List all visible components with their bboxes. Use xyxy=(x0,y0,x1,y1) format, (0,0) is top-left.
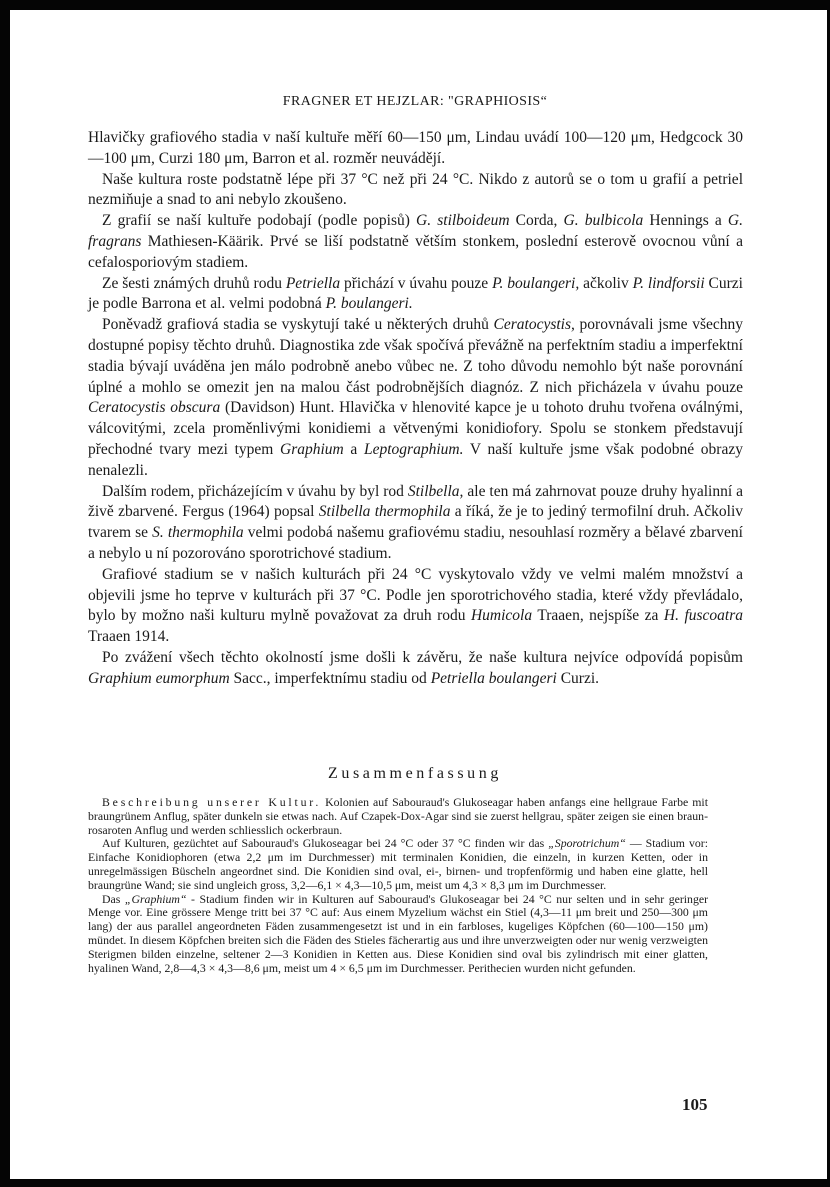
taxon-name: H. fuscoatra xyxy=(663,607,744,625)
taxon-name: Stilbella, xyxy=(407,482,464,500)
paragraph: Poněvadž grafiová stadia se vyskytují také u některých druhů Ceratocystis, porovnávali jsme všechny dostupné popisy těchto druhů. Diagnostika zde však spočívá převážně na perfektním stadiu a imperfektní stadia bývají uváděna jen málo podrobně anebo vůbec ne. Z toho důvodu nemohlo být naše porovnání úplné a mohlo se omezit jen na malou část podrobnějších diagnóz. Z nich přicházela v úvahu pouze Ceratocystis obscura (Davidson) Hunt. Hlavička v hlenovité kapce je u tohoto druhu tvořena oválnými, válcovitými, zcela proměnlivými konidiemi a větvenými konidiofory. Spolu se stonkem představují přechodné tvary mezi typem Graphium a Leptographium. V naší kultuře jsme však podobné obrazy nenalezli. xyxy=(88,316,744,479)
paragraph: Z grafií se naší kultuře podobají (podle popisů) G. stilboideum Corda, G. bulbicola Hennings a G. fragrans Mathiesen-Käärik. Prvé se liší podstatně větším stonkem, poslední esterově ovocnou vůní a cefalosporiovým stadiem. xyxy=(88,212,743,271)
taxon-name: Leptographium. xyxy=(363,440,464,458)
paragraph: Dalším rodem, přicházejícím v úvahu by byl rod Stilbella, ale ten má zahrnovat pouze druhy hyalinní a živě zbarvené. Fergus (1964) popsal Stilbella thermophila a říká, že je to jediný termofilní druh. Ačkoliv tvarem se S. thermophila velmi podobá našemu grafiovému stadiu, nesouhlasí rozměry a bělavé zbarvení a nebylo u ní pozorováno sporotrichové stadium. xyxy=(88,482,744,562)
page-number: 105 xyxy=(682,1095,708,1114)
paragraph: Hlavičky grafiového stadia v naší kultuře měří 60—150 μm, Lindau uvádí 100—120 μm, Hedgcock 30—100 μm, Curzi 180 μm, Barron et al. rozměr neuvádějí. xyxy=(88,129,743,167)
taxon-name: Petriella boulangeri xyxy=(430,669,557,687)
paragraph: Naše kultura roste podstatně lépe při 37 °C než při 24 °C. Nikdo z autorů se o tom u grafií a petriel nezmiňuje a snad to ani nebylo zkoušeno. xyxy=(88,170,743,209)
paragraph: Beschreibung unserer Kultur. Kolonien auf Sabouraud's Glukoseagar haben anfangs eine hellgraue Farbe mit braungrünem Anflug, später dunkeln sie etwas nach. Auf Czapek-Dox-Agar sind sie zuerst hellgrau, später zeigen sie einen braun-rosaroten Anflug und werden schliesslich ockerbraun. xyxy=(88,795,708,837)
taxon-name: G. bulbicola xyxy=(563,212,644,230)
paragraph: Grafiové stadium se v našich kulturách při 24 °C vyskytovalo vždy ve velmi malém množství a objevili jsme ho teprve v kulturách při 37 °C. Podle jen sporotrichového stadia, které vždy převládalo, bylo by možno naši kulturu mylně považovat za druh rodu Humicola Traaen, nejspíše za H. fuscoatra Traaen 1914. xyxy=(88,565,744,646)
taxon-name: Humicola xyxy=(470,607,533,625)
paragraph: Po zvážení všech těchto okolností jsme došli k závěru, že naše kultura nejvíce odpovídá popisům Graphium eumorphum Sacc., imperfektnímu stadiu od Petriella boulangeri Curzi. xyxy=(88,648,743,687)
taxon-name: P. boulangeri, xyxy=(492,274,580,292)
taxon-name: Graphium xyxy=(280,440,344,458)
taxon-name: S. thermophila xyxy=(152,524,244,542)
lead-in: Beschreibung unserer Kultur. xyxy=(102,795,322,809)
stage-name: „Sporotrichum“ xyxy=(548,836,626,851)
summary-text xyxy=(88,796,708,975)
taxon-name: Ceratocystis, xyxy=(493,316,575,334)
taxon-name: Petriella xyxy=(285,274,341,292)
taxon-name: G. stilboideum xyxy=(416,212,510,230)
taxon-name: Stilbella thermophila xyxy=(318,503,451,521)
taxon-name: Graphium eumorphum xyxy=(88,669,230,687)
summary-heading: Zusammenfassung xyxy=(328,765,502,782)
paragraph: Ze šesti známých druhů rodu Petriella přichází v úvahu pouze P. boulangeri, ačkoliv P. lindforsii Curzi je podle Barrona et al. velmi podobná P. boulangeri. xyxy=(88,274,743,313)
running-header: FRAGNER ET HEJZLAR: "GRAPHIOSIS“ xyxy=(282,94,548,109)
stage-name: „Graphium“ xyxy=(124,891,187,906)
main-text xyxy=(88,128,743,690)
taxon-name: G. fragrans xyxy=(88,212,743,250)
paragraph: Auf Kulturen, gezüchtet auf Sabouraud's Glukoseagar bei 24 °C oder 37 °C finden wir das „Sporotrichum“ — Stadium vor: Einfache Konidiophoren (etwa 2,2 μm im Durchmesser) mit terminalen Konidien, die einzeln, in kurzen Ketten, oder in unregelmässigen Büscheln angeordnet sind. Die Konidien sind oval, ei-, birnen- und tropfenförmig und haben eine glatte, hell braungrüne Wand; sie sind ungleich gross, 3,2—6,1 × 4,3—10,5 μm, meist um 4,3 × 8,3 μm im Durchmesser. xyxy=(88,836,708,892)
taxon-name: P. boulangeri. xyxy=(325,295,413,313)
paragraph: Das „Graphium“ - Stadium finden wir in Kulturen auf Sabouraud's Glukoseagar bei 24 °C nur selten und in sehr geringer Menge vor. Eine grössere Menge tritt bei 37 °C auf: Aus einem Myzelium wächst ein Stiel (4,3—11 μm breit und 250—300 μm lang) der aus parallel angeordneten Fäden zusammengesetzt ist und in ein farbloses, kugeliges Köpfchen (60—100—150 μm) mündet. In diesem Köpfchen breiten sich die Fäden des Stieles fächerartig aus und ihre unverzweigten oder nur wenig verzweigten Sterigmen bilden einzelne, seltener 2—3 Konidien in Ketten aus. Diese Konidien sind oval bis zylindrisch mit einer glatten, hyalinen Wand, 2,8—4,3 × 4,3—8,6 μm, meist um 4 × 6,5 μm im Durchmesser. Perithecien wurden nicht gefunden. xyxy=(88,891,709,975)
taxon-name: Ceratocystis obscura xyxy=(88,399,221,417)
taxon-name: P. lindforsii xyxy=(632,274,705,292)
